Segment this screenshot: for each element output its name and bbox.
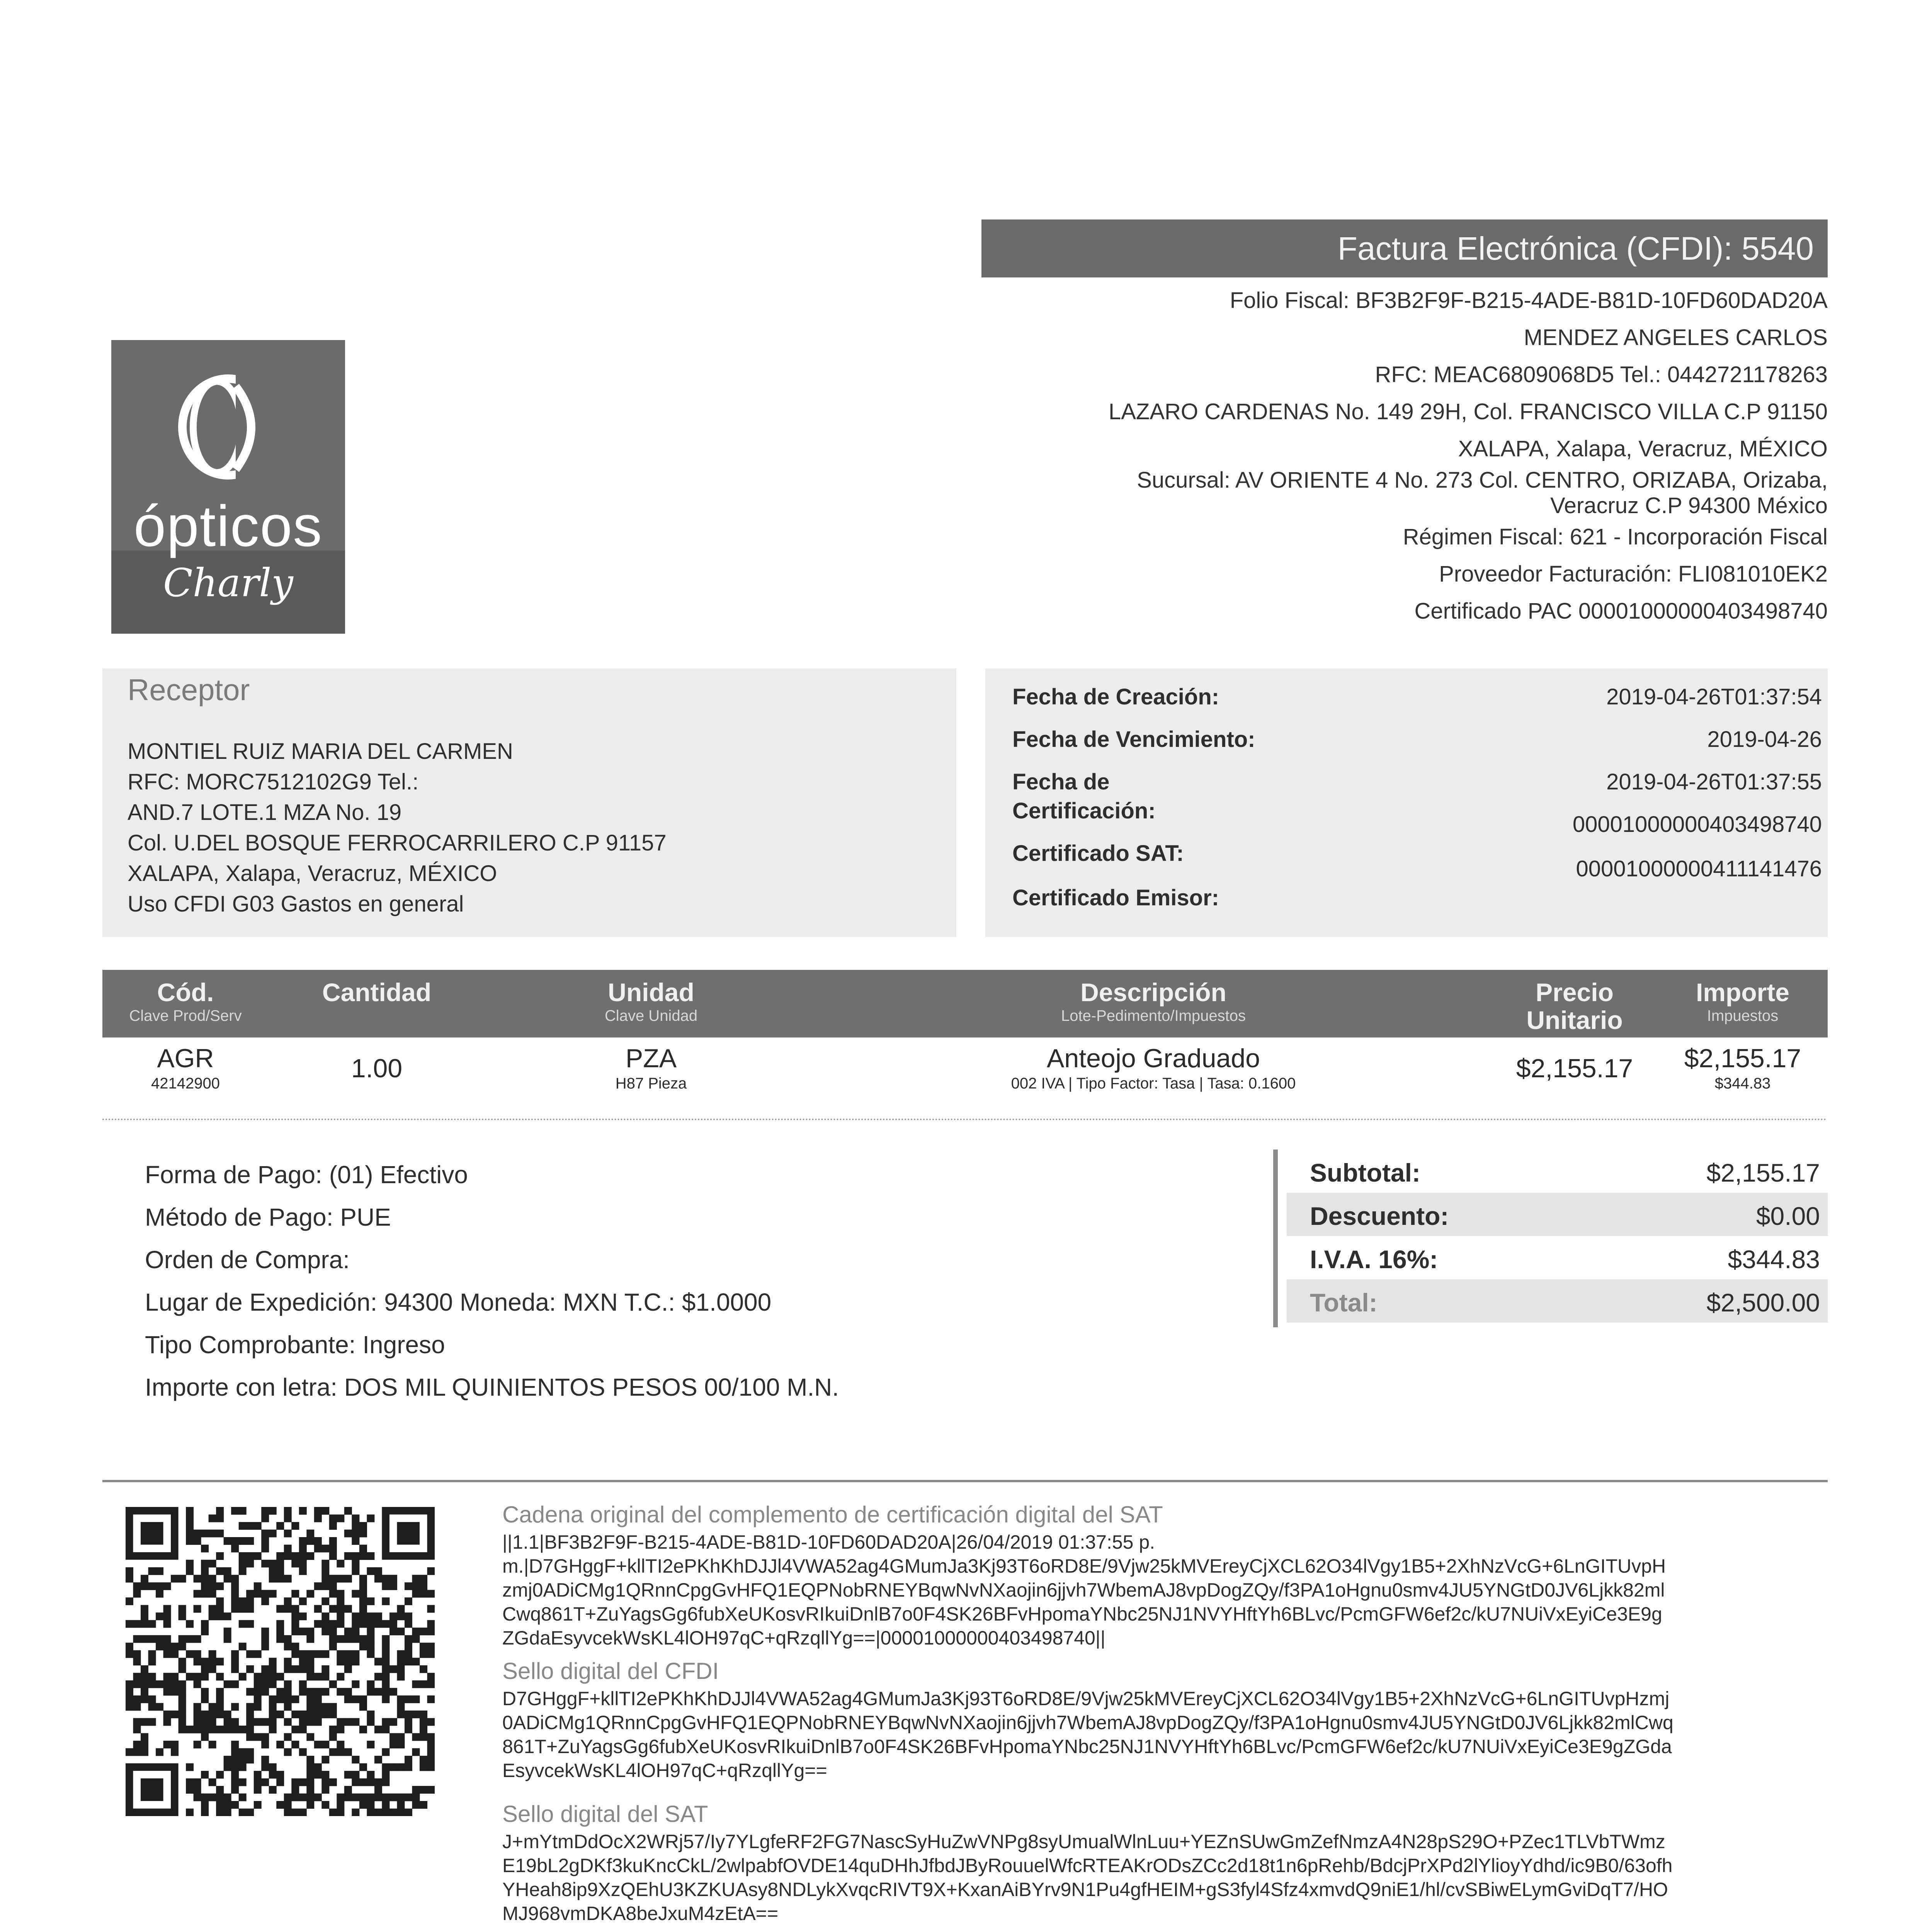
sello-sat-text — [502, 1830, 1835, 1925]
cell-precio-value: $2,155.17 — [1516, 1054, 1633, 1083]
col-importe — [1663, 978, 1822, 1026]
cell-unidad-value: PZA — [625, 1044, 677, 1073]
certificado-emisor-value: 00001000000411141476 — [1576, 856, 1822, 881]
fecha-certificacion-label-1: Fecha de — [1012, 769, 1110, 794]
col-precio-label-1: Precio — [1536, 978, 1614, 1007]
col-importe-label: Importe — [1696, 978, 1790, 1007]
receptor-address-1: AND.7 LOTE.1 MZA No. 19 — [128, 800, 402, 825]
issuer-block — [746, 282, 1828, 630]
cell-clave-value: 42142900 — [151, 1075, 220, 1092]
sello-sat-line: E19bL2gDKf3kuKncCkL/2wlpabfOVDE14quDHhJfbdJByRouuelWfcRTEAKrODsZCc2d18t1n6pRehb/BdcjPrXPd2lYlioyYdhd/ic9B0/63ofh — [502, 1855, 1673, 1876]
iva-row — [1287, 1236, 1828, 1279]
issuer-branch-2: Veracruz C.P 94300 México — [1550, 493, 1828, 518]
receptor-address-2: Col. U.DEL BOSQUE FERROCARRILERO C.P 91157 — [128, 830, 667, 855]
sello-sat-title: Sello digital del SAT — [502, 1801, 708, 1827]
metodo-de-pago: Método de Pago: PUE — [145, 1203, 391, 1231]
col-descripcion-label: Descripción — [1080, 978, 1226, 1007]
iva-label: I.V.A. 16%: — [1310, 1245, 1438, 1274]
cadena-line: Cwq861T+ZuYagsGg6fubXeUKosvRIkuiDnlB7o0F4SK26BFvHpomaYNbc25NJ1NVYHftYh6BLvc/PcmGFW6ef2c/kU7NUiVxEyiCe3E9g — [502, 1603, 1662, 1625]
logo-word: ópticos — [133, 493, 323, 558]
total-label: Total: — [1310, 1288, 1378, 1317]
cadena-original-title: Cadena original del complemento de certificación digital del SAT — [502, 1502, 1163, 1527]
logo-script: Charly — [163, 560, 293, 605]
tipo-comprobante: Tipo Comprobante: Ingreso — [145, 1331, 445, 1359]
receptor-rfc: RFC: MORC7512102G9 Tel.: — [128, 769, 419, 794]
section-separator — [102, 1480, 1828, 1482]
subtotal-value: $2,155.17 — [1706, 1158, 1820, 1187]
sello-sat-line: MJ968vmDKA8beJxuM4zEtA== — [502, 1903, 779, 1924]
fecha-vencimiento-label: Fecha de Vencimiento: — [1012, 727, 1255, 752]
folio-fiscal: Folio Fiscal: BF3B2F9F-B215-4ADE-B81D-10FD60DAD20A — [1230, 288, 1828, 313]
issuer-address: LAZARO CARDENAS No. 149 29H, Col. FRANCISCO VILLA C.P 91150 — [1108, 399, 1828, 424]
cell-impuestos-value: 002 IVA | Tipo Factor: Tasa | Tasa: 0.1600 — [1011, 1075, 1296, 1092]
col-importe-sub: Impuestos — [1707, 1007, 1779, 1024]
col-unidad-sub: Clave Unidad — [604, 1007, 698, 1024]
totals-block — [1287, 1150, 1828, 1323]
lugar-de-expedicion: Lugar de Expedición: 94300 Moneda: MXN T.C.: $1.0000 — [145, 1288, 772, 1316]
cell-cantidad — [296, 1053, 458, 1083]
descuento-row — [1287, 1193, 1828, 1236]
sello-cfdi-line: D7GHggF+kllTI2ePKhKhDJJl4VWA52ag4GMumJa3Kj93T6oRD8E/9Vjw25kMVEreyCjXCL62O34lVgy1B5+2XhNzVcG+6LnGITUvpHzmj — [502, 1688, 1670, 1709]
receptor-uso-cfdi: Uso CFDI G03 Gastos en general — [128, 891, 464, 917]
cadena-line: zmj0ADiCMg1QRnnCpgGvHFQ1EQPNobRNEYBqwNvNXaojin6jjvh7WbemAJ8vpDogZQy/f3PA1oHgnu0smv4JU5YNGtD0JV6Ljkk82ml — [502, 1579, 1665, 1601]
cell-importe — [1663, 1043, 1822, 1094]
cadena-line: m.|D7GHggF+kllTI2ePKhKhDJJl4VWA52ag4GMumJa3Kj93T6oRD8E/9Vjw25kMVEreyCjXCL62O34lVgy1B5+2XhNzVcG+6LnGITUvpH — [502, 1555, 1666, 1577]
certificado-sat-label: Certificado SAT: — [1012, 841, 1184, 866]
receptor-title: Receptor — [128, 673, 250, 707]
cadena-line: ||1.1|BF3B2F9F-B215-4ADE-B81D-10FD60DAD20A|26/04/2019 01:37:55 p. — [502, 1531, 1155, 1553]
subtotal-row — [1287, 1150, 1828, 1193]
col-descripcion — [980, 978, 1327, 1026]
fecha-creacion-value: 2019-04-26T01:37:54 — [1606, 684, 1822, 709]
cell-cod — [102, 1043, 269, 1094]
cell-precio — [1493, 1053, 1656, 1083]
items-table-header — [102, 970, 1828, 1037]
total-value: $2,500.00 — [1706, 1288, 1820, 1317]
payment-info — [145, 1153, 839, 1408]
cadena-original-text — [502, 1530, 1835, 1650]
sello-cfdi-line: 861T+ZuYagsGg6fubXeUKosvRIkuiDnlB7o0F4SK26BFvHpomaYNbc25NJ1NVYHftYh6BLvc/PcmGFW6ef2c/kU7NUiVxEyiCe3E9gZGda — [502, 1736, 1672, 1757]
fecha-vencimiento-value: 2019-04-26 — [1707, 727, 1822, 752]
sello-cfdi-line: EsyvcekWsKL4lOH97qC+qRzqllYg== — [502, 1760, 827, 1781]
table-row — [102, 1043, 1828, 1117]
forma-de-pago: Forma de Pago: (01) Efectivo — [145, 1161, 468, 1189]
col-descripcion-sub: Lote-Pedimento/Impuestos — [1061, 1007, 1246, 1024]
certificado-emisor-label: Certificado Emisor: — [1012, 885, 1219, 910]
col-unidad — [554, 978, 748, 1026]
col-cantidad — [296, 978, 458, 1006]
iva-value: $344.83 — [1728, 1245, 1820, 1274]
descuento-label: Descuento: — [1310, 1202, 1449, 1230]
subtotal-label: Subtotal: — [1310, 1158, 1420, 1187]
issuer-proveedor: Proveedor Facturación: FLI081010EK2 — [1439, 561, 1828, 587]
issuer-regimen: Régimen Fiscal: 621 - Incorporación Fiscal — [1403, 524, 1828, 549]
cell-importe-impuestos-value: $344.83 — [1714, 1075, 1771, 1092]
company-logo — [111, 340, 345, 634]
col-cod-label: Cód. — [157, 978, 214, 1007]
issuer-name: MENDEZ ANGELES CARLOS — [1524, 325, 1828, 350]
total-row — [1287, 1279, 1828, 1323]
col-cod — [102, 978, 269, 1026]
sello-sat-line: YHeah8ip9XzQEhU3KZKUAsy8NDLykXvqcRIVT9X+KxanAiBYrv9N1Pu4gfHEIM+gS3fyl4Sfz4xmvdQ9niE1/hl/cvSBiwELymGviDqT7/HO — [502, 1879, 1668, 1900]
receptor-details — [128, 736, 667, 919]
col-cod-sub: Clave Prod/Serv — [129, 1007, 242, 1024]
receptor-name: MONTIEL RUIZ MARIA DEL CARMEN — [128, 739, 513, 764]
issuer-certificado-pac: Certificado PAC 00001000000403498740 — [1414, 599, 1828, 624]
receptor-city: XALAPA, Xalapa, Veracruz, MÉXICO — [128, 861, 497, 886]
totals-divider — [1273, 1150, 1278, 1327]
cell-importe-value: $2,155.17 — [1684, 1044, 1801, 1073]
orden-de-compra: Orden de Compra: — [145, 1246, 350, 1274]
cell-cantidad-value: 1.00 — [351, 1054, 403, 1083]
col-unidad-label: Unidad — [608, 978, 694, 1007]
fecha-creacion-label: Fecha de Creación: — [1012, 684, 1219, 709]
logo-mark-icon — [170, 371, 286, 483]
sello-sat-line: J+mYtmDdOcX2WRj57/Iy7YLgfeRF2FG7NascSyHuZwVNPg8syUmualWlnLuu+YEZnSUwGmZefNmzA4N28pS29O+PZec1TLVbTWmz — [502, 1831, 1665, 1852]
sello-cfdi-title: Sello digital del CFDI — [502, 1658, 719, 1684]
issuer-branch-1: Sucursal: AV ORIENTE 4 No. 273 Col. CENTRO, ORIZABA, Orizaba, — [1137, 468, 1828, 493]
issuer-rfc: RFC: MEAC6809068D5 Tel.: 0442721178263 — [1375, 362, 1828, 387]
certificado-sat-value: 00001000000403498740 — [1572, 812, 1822, 837]
invoice-title-bar — [981, 219, 1828, 277]
issuer-city: XALAPA, Xalapa, Veracruz, MÉXICO — [1458, 436, 1828, 461]
cell-descripcion — [941, 1043, 1366, 1094]
cadena-line: ZGdaEsyvcekWsKL4lOH97qC+qRzqllYg==|00001000000403498740|| — [502, 1627, 1105, 1649]
cell-unidad — [554, 1043, 748, 1094]
invoice-title: Factura Electrónica (CFDI): 5540 — [1337, 230, 1814, 267]
cell-clave-unidad-value: H87 Pieza — [615, 1075, 687, 1092]
col-cantidad-label: Cantidad — [322, 978, 432, 1007]
sello-cfdi-text — [502, 1687, 1835, 1782]
importe-con-letra: Importe con letra: DOS MIL QUINIENTOS PESOS 00/100 M.N. — [145, 1373, 839, 1401]
col-precio-label-2: Unitario — [1526, 1006, 1623, 1034]
cell-cod-value: AGR — [157, 1044, 214, 1073]
row-divider — [102, 1119, 1828, 1120]
cell-descripcion-value: Anteojo Graduado — [1047, 1044, 1260, 1073]
qr-code-icon — [126, 1507, 435, 1816]
col-precio — [1493, 978, 1656, 1034]
sello-cfdi-line: 0ADiCMg1QRnnCpgGvHFQ1EQPNobRNEYBqwNvNXaojin6jjvh7WbemAJ8vpDogZQy/f3PA1oHgnu0smv4JU5YNGtD0JV6Ljkk82mlCwq — [502, 1712, 1673, 1733]
fecha-certificacion-label-2: Certificación: — [1012, 798, 1156, 823]
fecha-certificacion-value: 2019-04-26T01:37:55 — [1606, 769, 1822, 794]
descuento-value: $0.00 — [1756, 1202, 1820, 1230]
